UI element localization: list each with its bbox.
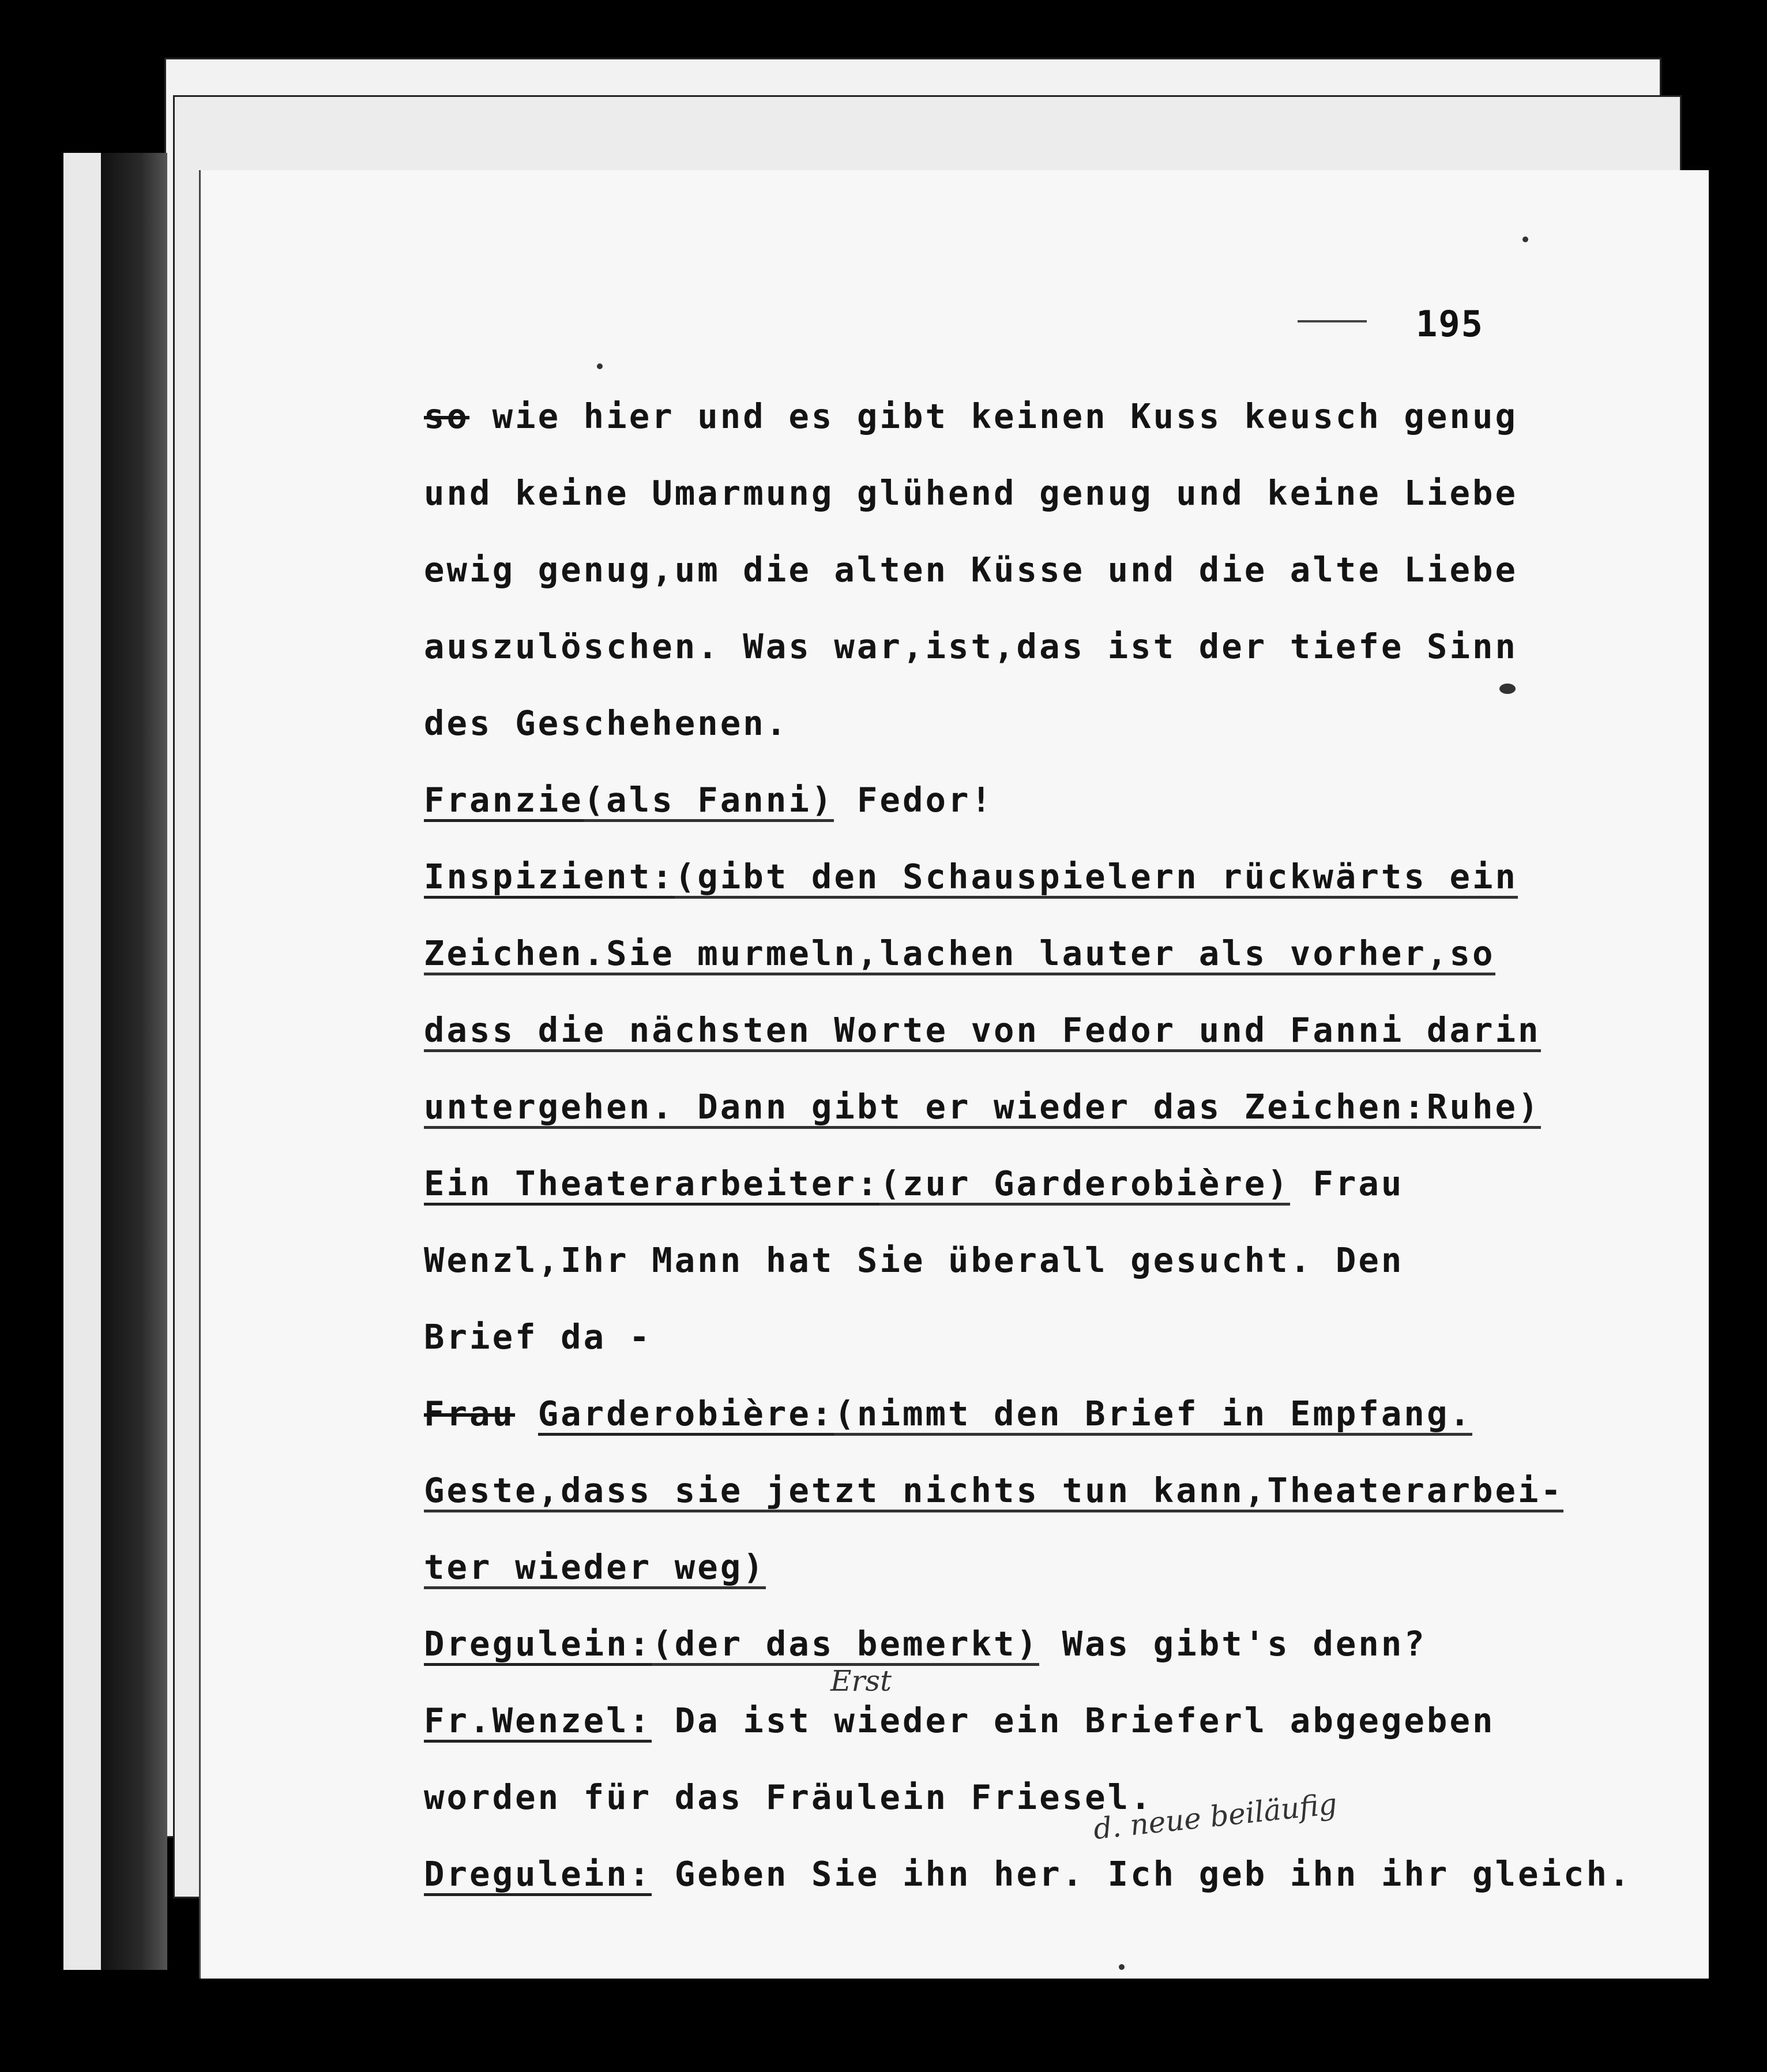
handwritten-annotation-2: d. neue beiläufig <box>1092 1786 1339 1846</box>
ink-speck <box>1522 237 1528 242</box>
line-text: und keine Umarmung glühend genug und keine Liebe <box>424 473 1518 513</box>
speaker-name: Dregulein: <box>424 1625 652 1666</box>
pencil-dash-mark <box>1298 320 1367 322</box>
text-line <box>424 992 1577 1068</box>
page-number: 195 <box>1416 303 1484 345</box>
ink-speck <box>597 363 603 369</box>
stage-direction: (gibt den Schauspielern rückwärts ein <box>675 858 1518 899</box>
line-text: Frau <box>1289 1163 1404 1203</box>
speaker-name: Fr.Wenzel: <box>424 1702 652 1743</box>
stage-direction: untergehen. Dann gibt er wieder das Zeichen:Ruhe) <box>424 1088 1541 1129</box>
line-text: Fedor! <box>834 780 994 820</box>
stage-direction: (der das bemerkt) <box>652 1625 1039 1666</box>
text-line <box>424 608 1577 685</box>
spacer <box>515 1394 538 1433</box>
text-line <box>424 1222 1577 1298</box>
text-line <box>424 531 1577 608</box>
speaker-name: Franzie <box>424 781 584 822</box>
stage-direction: (zur Garderobière) <box>879 1165 1289 1206</box>
text-line <box>424 1452 1577 1529</box>
line-text: ewig genug,um die alten Küsse und die alte Liebe <box>424 550 1518 590</box>
text-line <box>424 1145 1577 1222</box>
ink-speck <box>1119 1964 1125 1970</box>
text-line <box>424 1759 1577 1835</box>
typescript-text <box>424 378 1632 1912</box>
line-text: Brief da - <box>424 1317 652 1357</box>
stage-direction: (als Fanni) <box>584 781 834 822</box>
stage-direction: (nimmt den Brief in Empfang. <box>834 1395 1472 1436</box>
line-text: Da ist wieder ein Brieferl abgegeben <box>652 1701 1495 1740</box>
ink-speck <box>1499 684 1516 694</box>
text-line <box>424 1375 1577 1452</box>
handwritten-annotation-1: Erst <box>830 1664 892 1698</box>
speaker-name: Garderobière: <box>538 1395 834 1436</box>
text-line <box>424 1529 1577 1605</box>
speaker-name: Inspizient: <box>424 858 675 899</box>
line-text: Wenzl,Ihr Mann hat Sie überall gesucht. Den <box>424 1240 1404 1280</box>
line-text: auszulöschen. Was war,ist,das ist der tiefe Sinn <box>424 626 1518 666</box>
line-text: Was gibt's denn? <box>1039 1624 1427 1664</box>
text-line <box>424 1068 1577 1145</box>
speaker-name: Ein Theaterarbeiter: <box>424 1165 879 1206</box>
line-text: Geben Sie ihn her. Ich geb ihn ihr gleich. <box>652 1854 1632 1894</box>
binding-shadow <box>101 153 167 1970</box>
struck-word: so <box>424 396 470 436</box>
line-text: des Geschehenen. <box>424 703 789 743</box>
stage-direction: ter wieder weg) <box>424 1548 766 1589</box>
text-line <box>424 378 1577 455</box>
text-line <box>424 1298 1577 1375</box>
text-line <box>424 838 1577 915</box>
text-line <box>424 1605 1577 1682</box>
text-line <box>424 915 1577 992</box>
stage-direction: Geste,dass sie jetzt nichts tun kann,Theaterarbei- <box>424 1472 1563 1512</box>
line-text: worden für das Fräulein Friesel. <box>424 1777 1153 1817</box>
text-line <box>424 761 1577 838</box>
text-line <box>424 1682 1577 1759</box>
speaker-name: Dregulein: <box>424 1855 652 1896</box>
struck-word: Frau <box>424 1394 516 1433</box>
stage-direction: Zeichen.Sie murmeln,lachen lauter als vorher,so <box>424 934 1495 975</box>
text-line <box>424 455 1577 531</box>
text-line <box>424 685 1577 761</box>
stage-direction: dass die nächsten Worte von Fedor und Fanni darin <box>424 1011 1541 1052</box>
line-text: wie hier und es gibt keinen Kuss keusch genug <box>469 396 1518 436</box>
text-line <box>424 1835 1632 1912</box>
